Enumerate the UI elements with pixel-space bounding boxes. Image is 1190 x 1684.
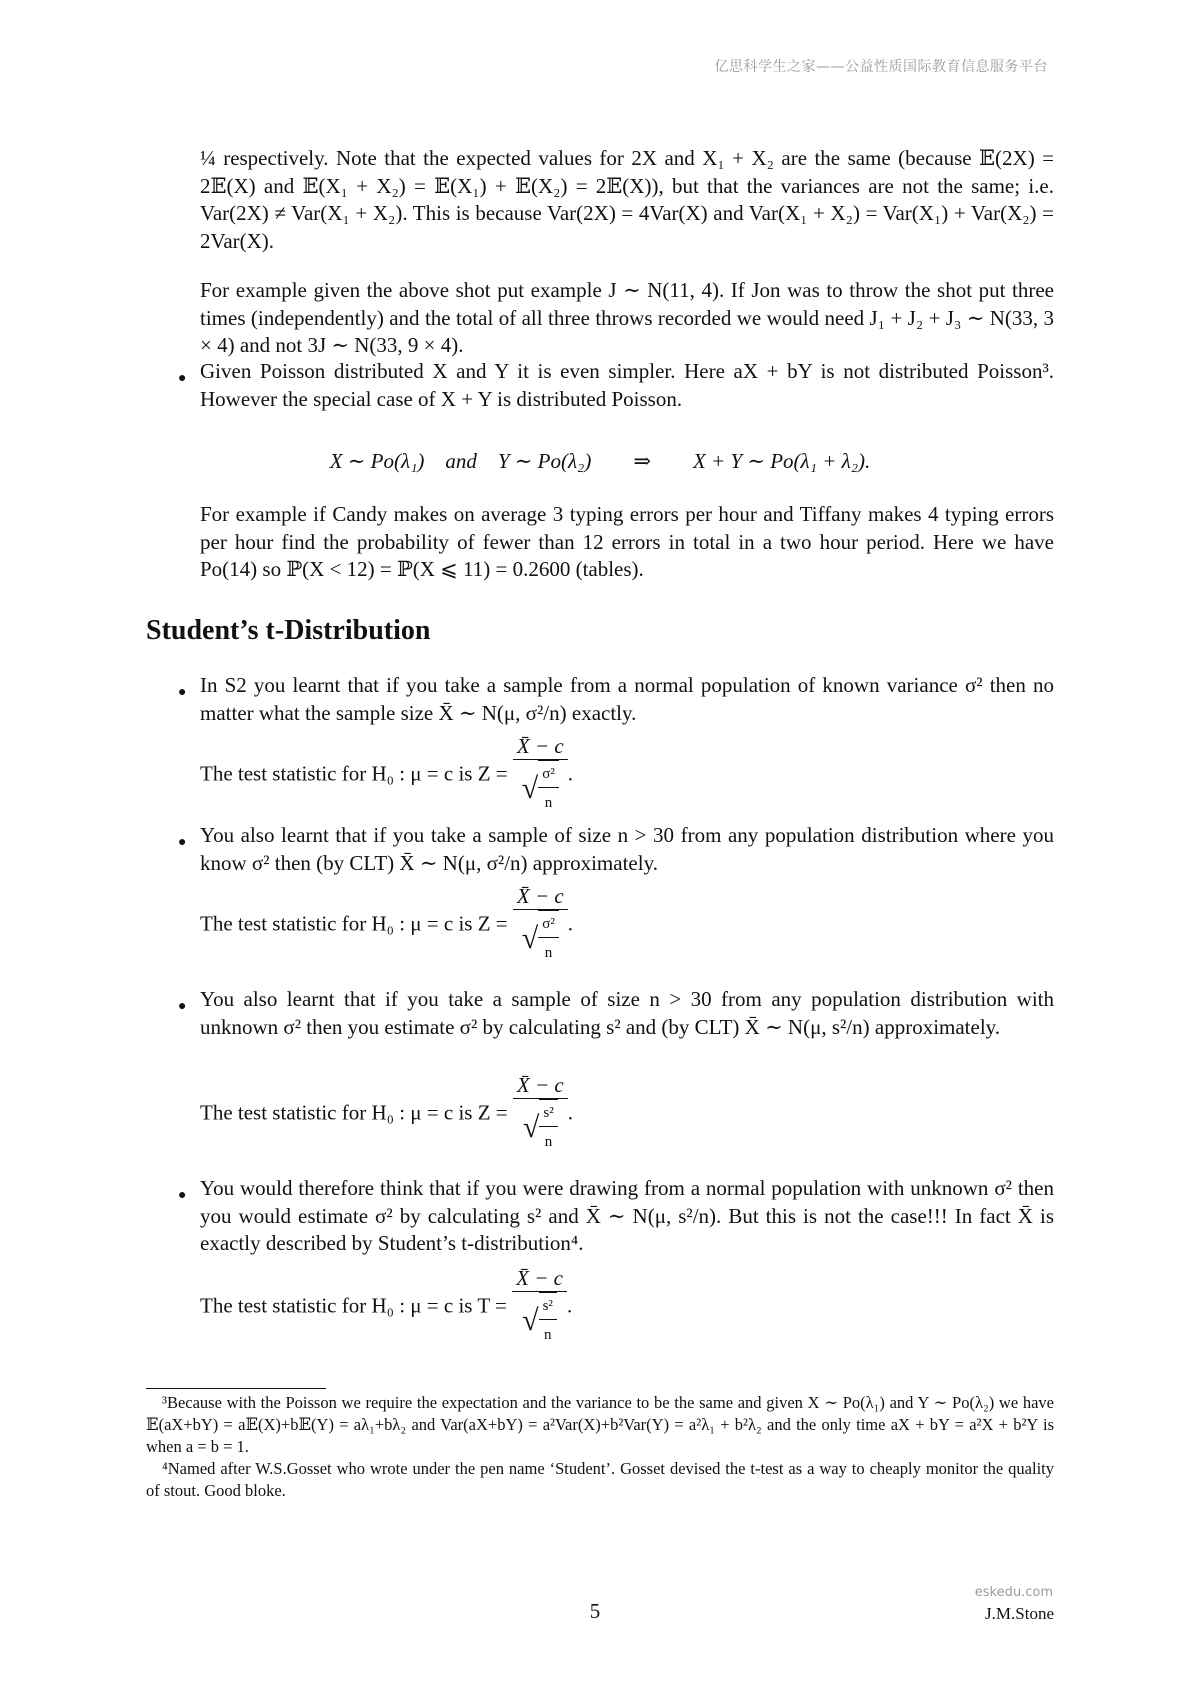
test-statistic-label: The test statistic for H₀ : μ = c is Z = bbox=[200, 1100, 508, 1125]
statistic-fraction bbox=[512, 1265, 567, 1350]
bullet-dot: ● bbox=[178, 999, 187, 1014]
bullet-dot: ● bbox=[178, 685, 187, 700]
t-bullet-3: You also learnt that if you take a sample of size n > 30 from any population distribution with unknown σ² then you estimate σ² by calculating s² and (by CLT) X̄ ∼ N(μ, s²/n) approximately. bbox=[200, 987, 1054, 1039]
t-bullet-2: You also learnt that if you take a sample of size n > 30 from any population distribution where you know σ² then (by CLT) X̄ ∼ N(μ, σ²/n) approximately. bbox=[200, 823, 1054, 875]
intro-paragraph-1: ¼ respectively. Note that the expected values for 2X and X₁ + X₂ are the same (because 𝔼(2X) = 2𝔼(X) and 𝔼(X₁ + X₂) = 𝔼(X₁) + 𝔼(X₂) = 2𝔼(X)), but that the variances are not the same; i.e. Var(2X) ≠ Var(X₁ + X₂). This is because Var(2X) = 4Var(X) and Var(X₁ + X₂) = Var(X₁) + Var(X₂) = 2Var(X). bbox=[200, 146, 1054, 253]
statistic-fraction bbox=[513, 883, 568, 968]
bullet-dot: ● bbox=[178, 835, 187, 850]
test-statistic-4: The test statistic for H₀ : μ = c is T = X̄ − c √ $\frac{\text{s²}}{n}$ . bbox=[200, 1265, 1054, 1350]
fraction-numerator: X̄ − c bbox=[513, 883, 568, 910]
site-watermark: eskedu.com bbox=[974, 1585, 1053, 1600]
test-statistic-label: The test statistic for H₀ : μ = c is T = bbox=[200, 1293, 507, 1318]
page-number: 5 bbox=[589, 1599, 601, 1623]
header-watermark: 亿思科学生之家——公益性质国际教育信息服务平台 bbox=[714, 59, 1048, 75]
t-bullet-4: You would therefore think that if you were drawing from a normal population with unknown σ² then you would estimate σ² by calculating s² and X̄ ∼ N(μ, s²/n). But this is not the case!!! In fact X̄ is exactly described by Student’s t-distribution⁴. bbox=[200, 1176, 1054, 1255]
fraction-denominator: √ $\frac{\text{σ²}}{n}$ bbox=[513, 760, 568, 818]
footnotes bbox=[146, 1392, 1054, 1502]
footnote-4: ⁴Named after W.S.Gosset who wrote under the pen name ‘Student’. Gosset devised the t-test as a way to cheaply monitor the quality of stout. Good bloke. bbox=[146, 1459, 1054, 1500]
fraction-denominator: √ $\frac{\text{σ²}}{n}$ bbox=[513, 910, 568, 968]
statistic-fraction bbox=[513, 1072, 568, 1157]
fraction-numerator: X̄ − c bbox=[512, 1265, 567, 1292]
test-statistic-label: The test statistic for H₀ : μ = c is Z = bbox=[200, 911, 508, 936]
poisson-bullet: Given Poisson distributed X and Y it is even simpler. Here aX + bY is not distributed Poisson³. However the special case of X + Y is distributed Poisson. bbox=[200, 359, 1054, 411]
poisson-equation: X ∼ Po(λ₁) and Y ∼ Po(λ₂) ⇒ X + Y ∼ Po(λ₁ + λ₂). bbox=[329, 449, 871, 473]
footnote-rule bbox=[146, 1388, 326, 1389]
section-title: Student’s t-Distribution bbox=[146, 615, 431, 646]
fraction-numerator: X̄ − c bbox=[513, 1072, 568, 1099]
poisson-example: For example if Candy makes on average 3 typing errors per hour and Tiffany makes 4 typing errors per hour find the probability of fewer than 12 errors in total in a two hour period. Here we have Po(14) so ℙ(X < 12) = ℙ(X ⩽ 11) = 0.2600 (tables). bbox=[200, 502, 1054, 581]
footnote-3: ³Because with the Poisson we require the expectation and the variance to be the same and given X ∼ Po(λ₁) and Y ∼ Po(λ₂) we have 𝔼(aX+bY) = a𝔼(X)+b𝔼(Y) = aλ₁+bλ₂ and Var(aX+bY) = a²Var(X)+b²Var(Y) = a²λ₁ + b²λ₂ and the only time aX + bY = a²X + b²Y is when a = b = 1. bbox=[146, 1393, 1054, 1456]
fraction-denominator: √ $\frac{\text{s²}}{n}$ bbox=[512, 1292, 567, 1350]
t-bullet-1: In S2 you learnt that if you take a sample from a normal population of known variance σ² then no matter what the sample size X̄ ∼ N(μ, σ²/n) exactly. bbox=[200, 673, 1054, 725]
fraction-denominator: √ $\frac{\text{s²}}{n}$ bbox=[513, 1099, 568, 1157]
bullet-dot: ● bbox=[178, 1188, 187, 1203]
fraction-numerator: X̄ − c bbox=[513, 733, 568, 760]
author-name: J.M.Stone bbox=[985, 1604, 1054, 1623]
test-statistic-2: The test statistic for H₀ : μ = c is Z = X̄ − c √ $\frac{\text{σ²}}{n}$ . bbox=[200, 883, 1054, 968]
bullet-dot: ● bbox=[178, 371, 187, 386]
statistic-fraction bbox=[513, 733, 568, 818]
intro-paragraph-2: For example given the above shot put example J ∼ N(11, 4). If Jon was to throw the shot put three times (independently) and the total of all three throws recorded we would need J₁ + J₂ + J₃ ∼ N(33, 3 × 4) and not 3J ∼ N(33, 9 × 4). bbox=[200, 278, 1054, 357]
test-statistic-3: The test statistic for H₀ : μ = c is Z = X̄ − c √ $\frac{\text{s²}}{n}$ . bbox=[200, 1072, 1054, 1157]
test-statistic-1: The test statistic for H₀ : μ = c is Z = X̄ − c √ $\frac{\text{σ²}}{n}$ . bbox=[200, 733, 1054, 818]
test-statistic-label: The test statistic for H₀ : μ = c is Z = bbox=[200, 761, 508, 786]
